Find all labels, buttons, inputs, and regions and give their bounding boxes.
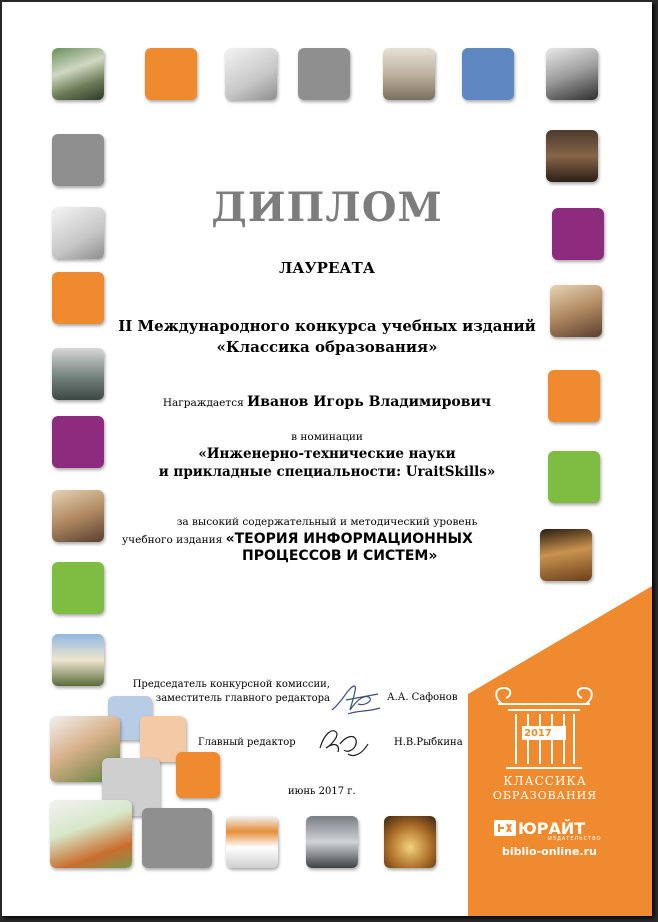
tile-orange [145, 48, 197, 100]
nomination-prefix: в номинации [291, 431, 363, 443]
tile-orange [176, 752, 220, 798]
edition-block [122, 531, 542, 564]
brand-year: 2017 [524, 728, 552, 739]
diploma-page [2, 2, 652, 916]
tile-palace-photo [52, 634, 104, 686]
editor-role: Главный редактор [198, 737, 296, 748]
tile-gray [142, 808, 212, 868]
laureate-label: ЛАУРЕАТА [279, 259, 375, 277]
publisher-logo-text: ЮРАЙТ [518, 819, 586, 838]
chair-role [130, 678, 330, 706]
tile-blue [462, 48, 514, 100]
chair-signature [328, 680, 384, 720]
publisher-logo-icon [494, 820, 516, 836]
nomination-line1: «Инженерно-технические науки [198, 446, 456, 462]
tile-books-photo [52, 48, 104, 100]
tile-open-book-photo [540, 529, 592, 581]
chair-role-line1: Председатель конкурсной комиссии, [132, 679, 330, 690]
diploma-title: ДИПЛОМ [211, 184, 443, 231]
brand-panel-shape [468, 586, 652, 916]
chair-name: А.А. Сафонов [387, 692, 458, 703]
publisher-subtitle: ИЗДАТЕЛЬСТВО [548, 836, 602, 842]
tile-graduates-photo [546, 130, 598, 182]
edition-title-line1: «ТЕОРИЯ ИНФОРМАЦИОННЫХ [225, 531, 473, 547]
edition-prefix: учебного издания [122, 534, 223, 546]
tile-book-covers-photo [50, 800, 132, 868]
chair-role-line2: заместитель главного редактора [155, 693, 330, 704]
awarded-prefix: Награждается [162, 397, 244, 409]
contest-brand-panel [468, 586, 652, 916]
publisher-website: biblio-online.ru [502, 845, 597, 858]
awarded-line [2, 394, 652, 410]
tile-website-photo [226, 816, 278, 868]
tile-building-photo [383, 48, 435, 100]
brand-contest-name-line1: КЛАССИКА [503, 774, 587, 788]
editor-name: Н.В.Рыбкина [394, 737, 463, 748]
tile-hall-photo [306, 816, 358, 868]
tile-paper-photo [225, 48, 277, 100]
brand-contest-name-line2: ОБРАЗОВАНИЯ [492, 789, 598, 802]
tile-student-photo [52, 490, 104, 542]
awardee-name: Иванов Игорь Владимирович [247, 394, 492, 410]
issue-date: июнь 2017 г. [288, 786, 356, 797]
award-reason: за высокий содержательный и методический уровень [176, 516, 478, 528]
tile-gray [52, 134, 104, 186]
contest-name-line2: «Классика образования» [216, 338, 438, 356]
nomination-line2: и прикладные специальности: UraitSkills» [158, 464, 496, 480]
editor-signature [314, 724, 370, 760]
tile-laptop-photo [546, 48, 598, 100]
tile-gray [298, 48, 350, 100]
tile-green [52, 562, 104, 614]
nomination-name [2, 445, 652, 481]
edition-title-line2: ПРОЦЕССОВ И СИСТЕМ» [242, 548, 438, 564]
contest-name-line1: II Международного конкурса учебных изданий [118, 317, 536, 335]
contest-name [2, 316, 652, 358]
tile-glowing-book-photo [384, 816, 436, 868]
